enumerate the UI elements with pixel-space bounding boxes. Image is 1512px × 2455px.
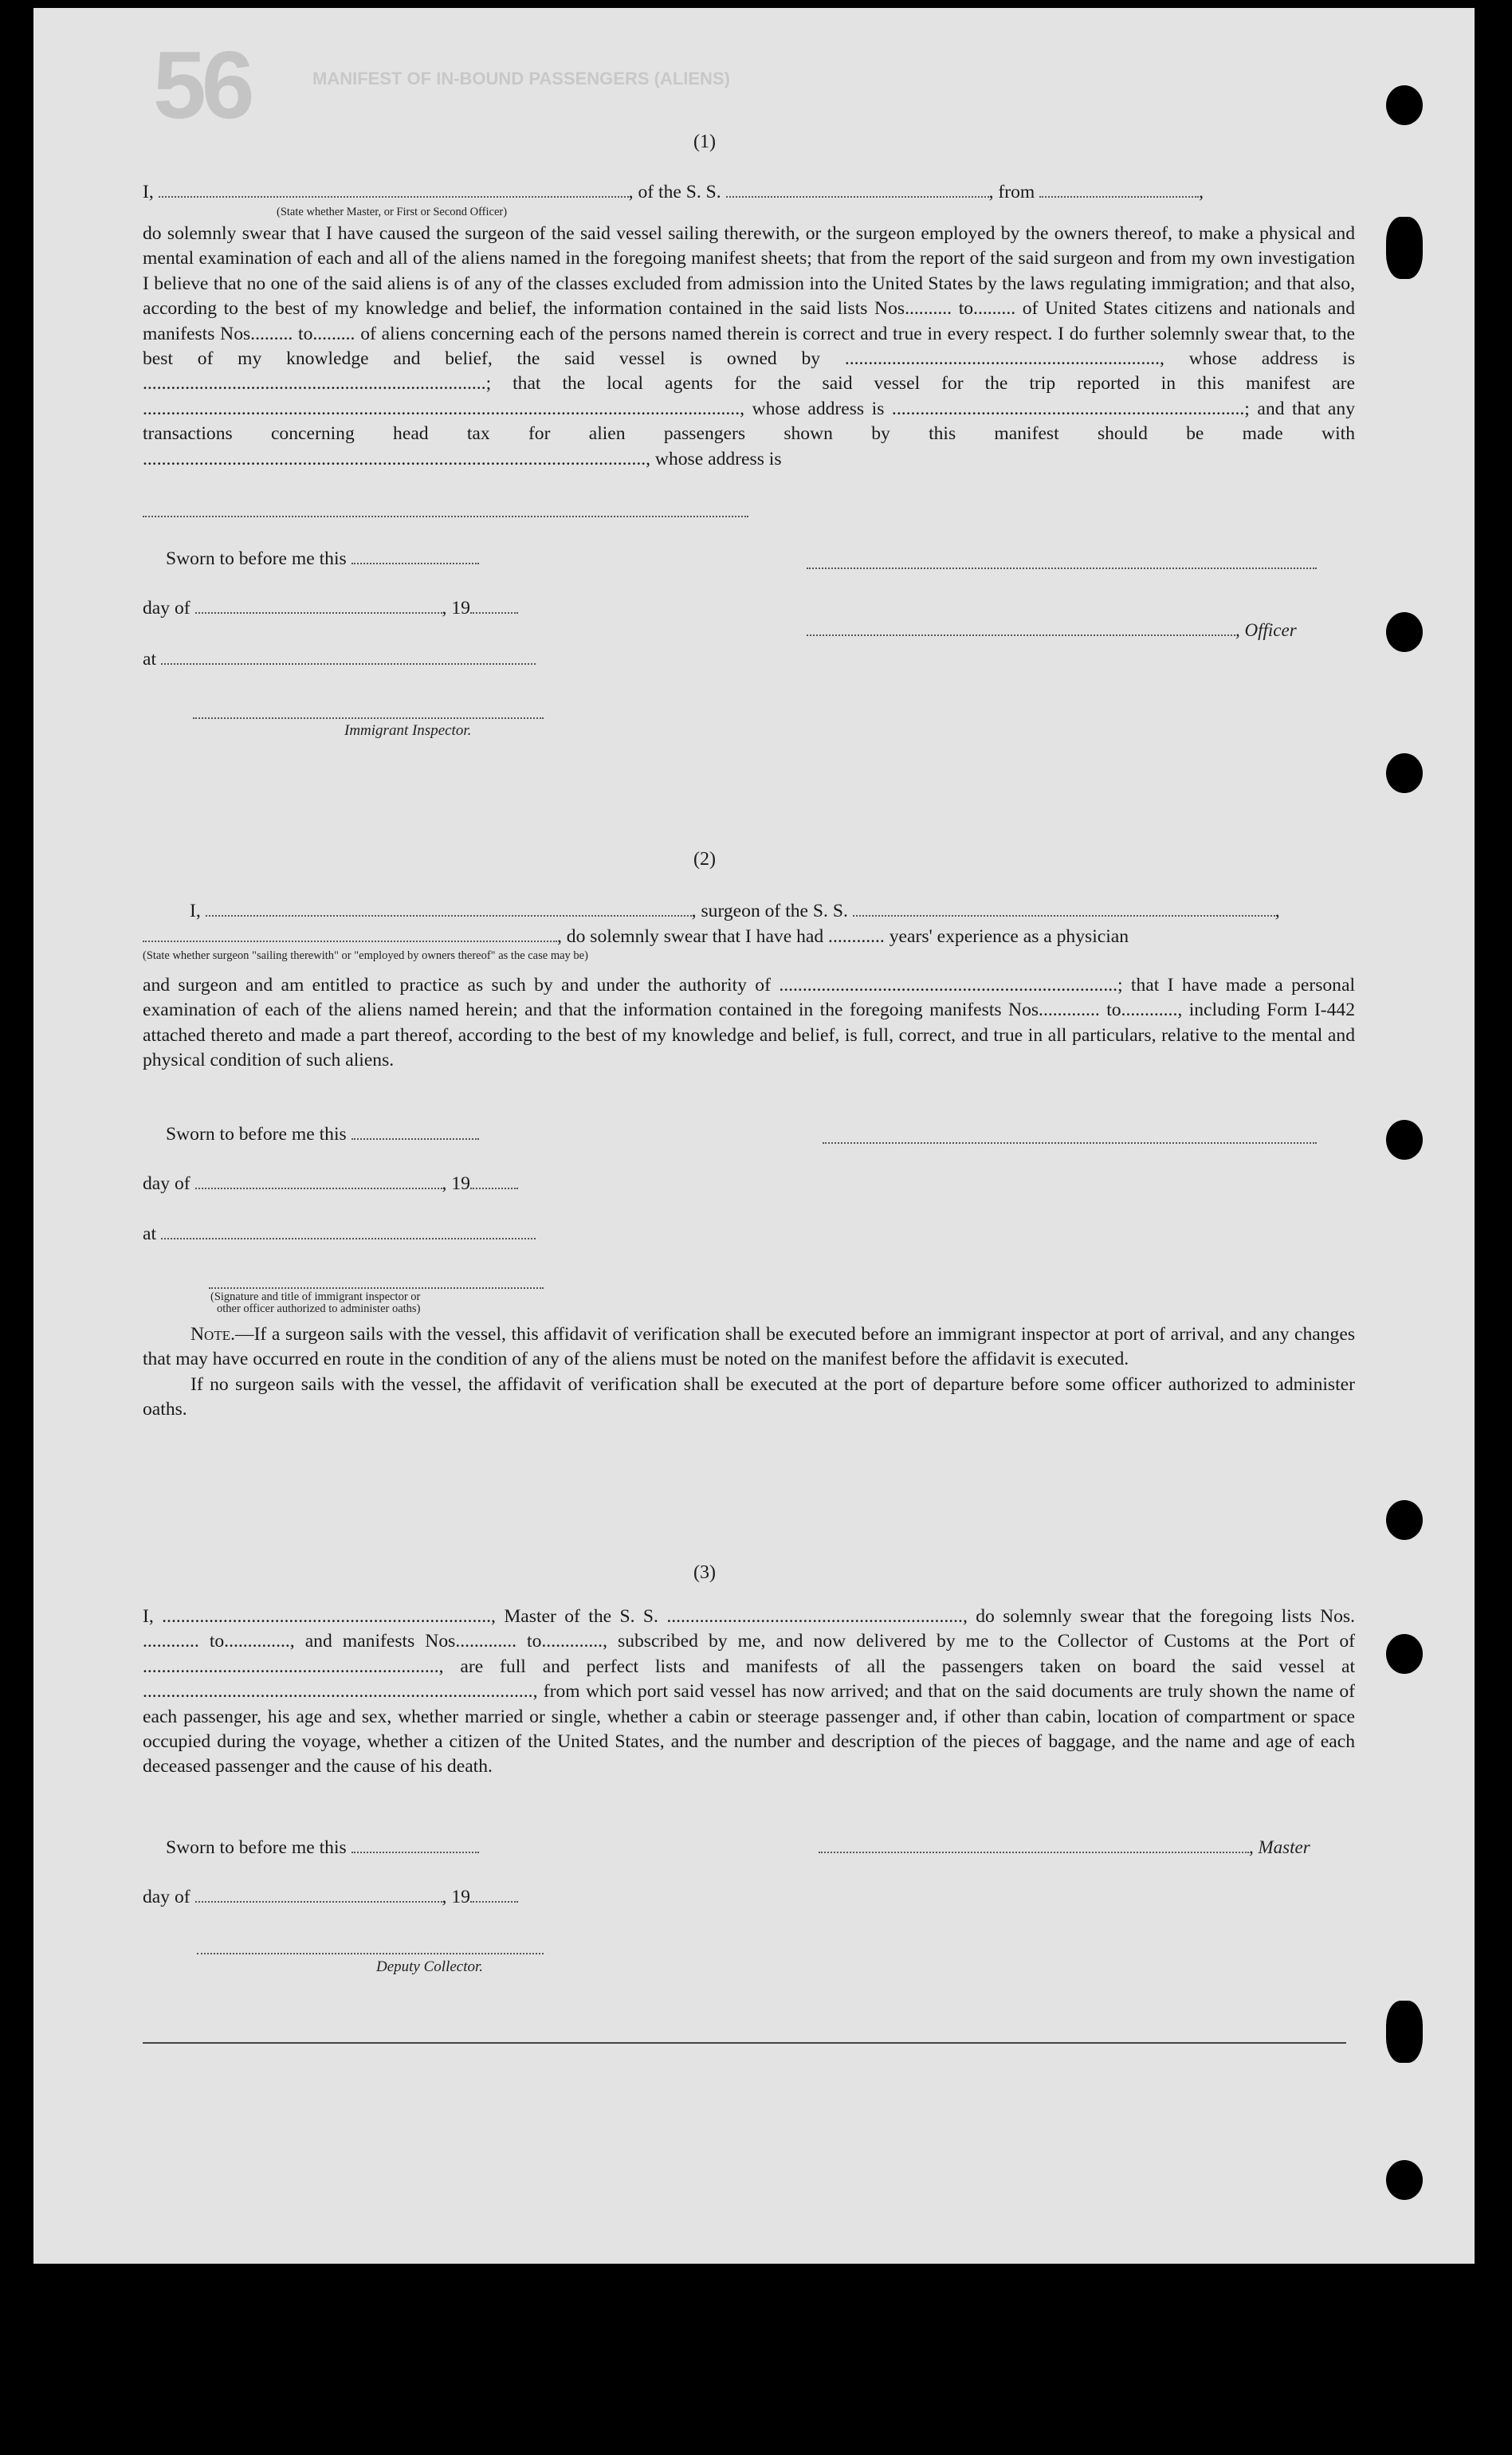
- binder-hole: [1386, 217, 1423, 279]
- year-prefix-1: , 19: [442, 598, 470, 619]
- section2-i-label: I,: [190, 901, 201, 921]
- inspector-label: Immigrant Inspector.: [344, 722, 472, 739]
- binder-hole: [1386, 1500, 1423, 1540]
- year-prefix-2: , 19: [442, 1173, 470, 1194]
- master-label: , Master: [1249, 1837, 1310, 1857]
- day-of-label-2: day of: [143, 1173, 190, 1194]
- section1-body: do solemnly swear that I have caused the surgeon of the said vessel sailing therewith, or the surgeon employed by the owners thereof, to make a physical and mental examination of each and all of the aliens named in the foregoing manifest sheets; that from the report of the said surgeon and from my own investigation I believe that no one of the said aliens is of any of the classes excluded from admission into the United States by the laws regulating immigration; and that also, according to the best of my knowledge and belief, the information contained in the said lists Nos.......... to......... of United States citizens and nationals and manifests Nos......... to......... of aliens concerning each of the persons named therein is correct and true in every respect. I do further solemnly swear that, to the best of my knowledge and belief, the said vessel is owned by ..................................................................., whose address is .........................................................................; that the local agents for the said vessel for the trip reported in this manifest are ..............................................................................................................................., whose address is ...........................................................................; and that any transactions concerning head tax for alien passengers shown by this manifest should be made with ..........................................................................................................., whose address is: [143, 223, 1355, 469]
- surgeon-of-ss-label: , surgeon of the S. S.: [691, 901, 848, 921]
- bottom-rule: [143, 2042, 1346, 2044]
- day-field-3[interactable]: [195, 1901, 442, 1903]
- surgeon-hint: (State whether surgeon "sailing therewith" or "employed by owners thereof" as the case may be): [143, 949, 588, 962]
- binder-hole: [1386, 1120, 1423, 1160]
- section2-number: (2): [693, 849, 716, 870]
- sig-hint-2: other officer authorized to administer oaths): [217, 1302, 421, 1315]
- from-port-field[interactable]: [1039, 196, 1199, 198]
- sworn-date-field-1[interactable]: [351, 563, 479, 564]
- at-field-2[interactable]: [161, 1238, 536, 1239]
- section2-body: and surgeon and am entitled to practice as such by and under the authority of ........................................................................; that I have made a personal examination of each of the aliens named herein; and that the information contained in the foregoing manifests Nos............. to............, including Form I-442 attached thereto and made a part thereof, according to the best of my knowledge and belief, is full, correct, and true in all particulars, relative to the mental and physical condition of such aliens.: [143, 975, 1355, 1071]
- section1-i-label: I,: [143, 182, 154, 202]
- section2-day: [143, 1173, 518, 1195]
- of-ss-label: , of the S. S.: [628, 182, 721, 202]
- from-label: , from: [988, 182, 1035, 202]
- section1-sworn: [166, 548, 479, 570]
- officer-name-field[interactable]: [159, 196, 629, 198]
- year-prefix-3: , 19: [442, 1887, 470, 1907]
- sworn-label-2: Sworn to before me this: [166, 1124, 347, 1145]
- sworn-label-1: Sworn to before me this: [166, 548, 347, 569]
- section1-officer-line: [807, 620, 1297, 642]
- authorized-officer-signature-line[interactable]: [209, 1287, 544, 1289]
- year-field-3[interactable]: [470, 1901, 518, 1903]
- collector-label: Deputy Collector.: [376, 1958, 484, 1975]
- section1-body-end-line: [143, 516, 748, 517]
- at-field-1[interactable]: [161, 663, 536, 665]
- section2-note: [143, 1322, 1355, 1423]
- note-label: Note.: [190, 1324, 235, 1345]
- year-field-2[interactable]: [470, 1188, 518, 1189]
- form-page: [33, 8, 1475, 2264]
- officer-label: , Officer: [1235, 620, 1297, 640]
- surgeon-experience-text: , do solemnly swear that I have had ............ years' experience as a physician: [557, 926, 1129, 947]
- surgeon-signature-line[interactable]: [823, 1142, 1317, 1144]
- binder-hole: [1386, 612, 1423, 652]
- day-field-1[interactable]: [195, 612, 442, 614]
- section2-line1: I, , surgeon of the S. S. ,: [190, 901, 1280, 921]
- section1-day: [143, 598, 518, 619]
- section3-number: (3): [693, 1562, 716, 1583]
- surgeon-name-field[interactable]: [206, 915, 692, 917]
- section2-sworn: [166, 1124, 479, 1145]
- officer-hint: (State whether Master, or First or Second Officer): [277, 206, 508, 218]
- sworn-date-field-3[interactable]: [351, 1852, 479, 1853]
- stamp-number: 56: [153, 32, 250, 139]
- day-of-label-1: day of: [143, 598, 190, 619]
- sworn-date-field-2[interactable]: [351, 1138, 479, 1140]
- binder-hole: [1386, 753, 1423, 793]
- vessel-name-field[interactable]: [726, 196, 989, 198]
- surgeon-type-field[interactable]: [143, 941, 557, 942]
- at-label-2: at: [143, 1224, 157, 1244]
- binder-hole: [1386, 85, 1423, 125]
- section2-line2: [143, 926, 1355, 948]
- binder-hole: [1386, 1634, 1423, 1674]
- surgeon-vessel-field[interactable]: [853, 915, 1275, 917]
- day-field-2[interactable]: [195, 1188, 442, 1189]
- collector-signature-line[interactable]: [197, 1953, 544, 1954]
- section3-day: [143, 1887, 518, 1908]
- binder-hole: [1386, 2001, 1423, 2063]
- section1-at: [143, 649, 536, 670]
- inspector-signature-line[interactable]: [193, 717, 544, 719]
- note-text: —If a surgeon sails with the vessel, this affidavit of verification shall be executed before an immigrant inspector at port of arrival, and any changes that may have occurred en route in the condition of any of the aliens must be noted on the manifest before the affidavit is executed.: [143, 1324, 1355, 1370]
- sig-hint-1: (Signature and title of immigrant inspector or: [210, 1290, 421, 1303]
- section1-number: (1): [693, 132, 716, 152]
- at-label-1: at: [143, 649, 157, 670]
- officer-title-field[interactable]: [807, 634, 1235, 636]
- officer-signature-line[interactable]: [807, 568, 1317, 569]
- section3-sworn: [166, 1837, 479, 1859]
- section3-master-line: [819, 1837, 1310, 1859]
- section3-body: I, ......................................................................, Master of the S. S. ..............................................................., do solemnly swear that the foregoing lists Nos. ............ to.............., and manifests Nos............. to............., subscribed by me, and now delivered by me to the Collector of Customs at the Port of ..............................................................., are full and perfect lists and manifests of all the passengers taken on board the said vessel at ..................................................................................., from which port said vessel has now arrived; and that on the said documents are truly shown the name of each passenger, his age and sex, whether married or single, whether a cabin or steerage passenger and, if other than cabin, location of compartment or space occupied during the voyage, whether a citizen of the United States, and the number and description of the pieces of baggage, and the name and age of each deceased passenger and the cause of his death.: [143, 1606, 1355, 1777]
- sworn-label-3: Sworn to before me this: [166, 1837, 347, 1858]
- day-of-label-3: day of: [143, 1887, 190, 1907]
- stamp-header: MANIFEST OF IN-BOUND PASSENGERS (ALIENS): [312, 69, 730, 88]
- section1-line1: I, , of the S. S. , from ,: [143, 182, 1204, 202]
- binder-hole: [1386, 2160, 1423, 2200]
- year-field-1[interactable]: [470, 612, 518, 614]
- note-text-2: If no surgeon sails with the vessel, the affidavit of verification shall be executed at the port of departure before some officer authorized to administer oaths.: [143, 1373, 1355, 1420]
- section2-at: [143, 1224, 536, 1245]
- master-signature-field[interactable]: [819, 1852, 1249, 1853]
